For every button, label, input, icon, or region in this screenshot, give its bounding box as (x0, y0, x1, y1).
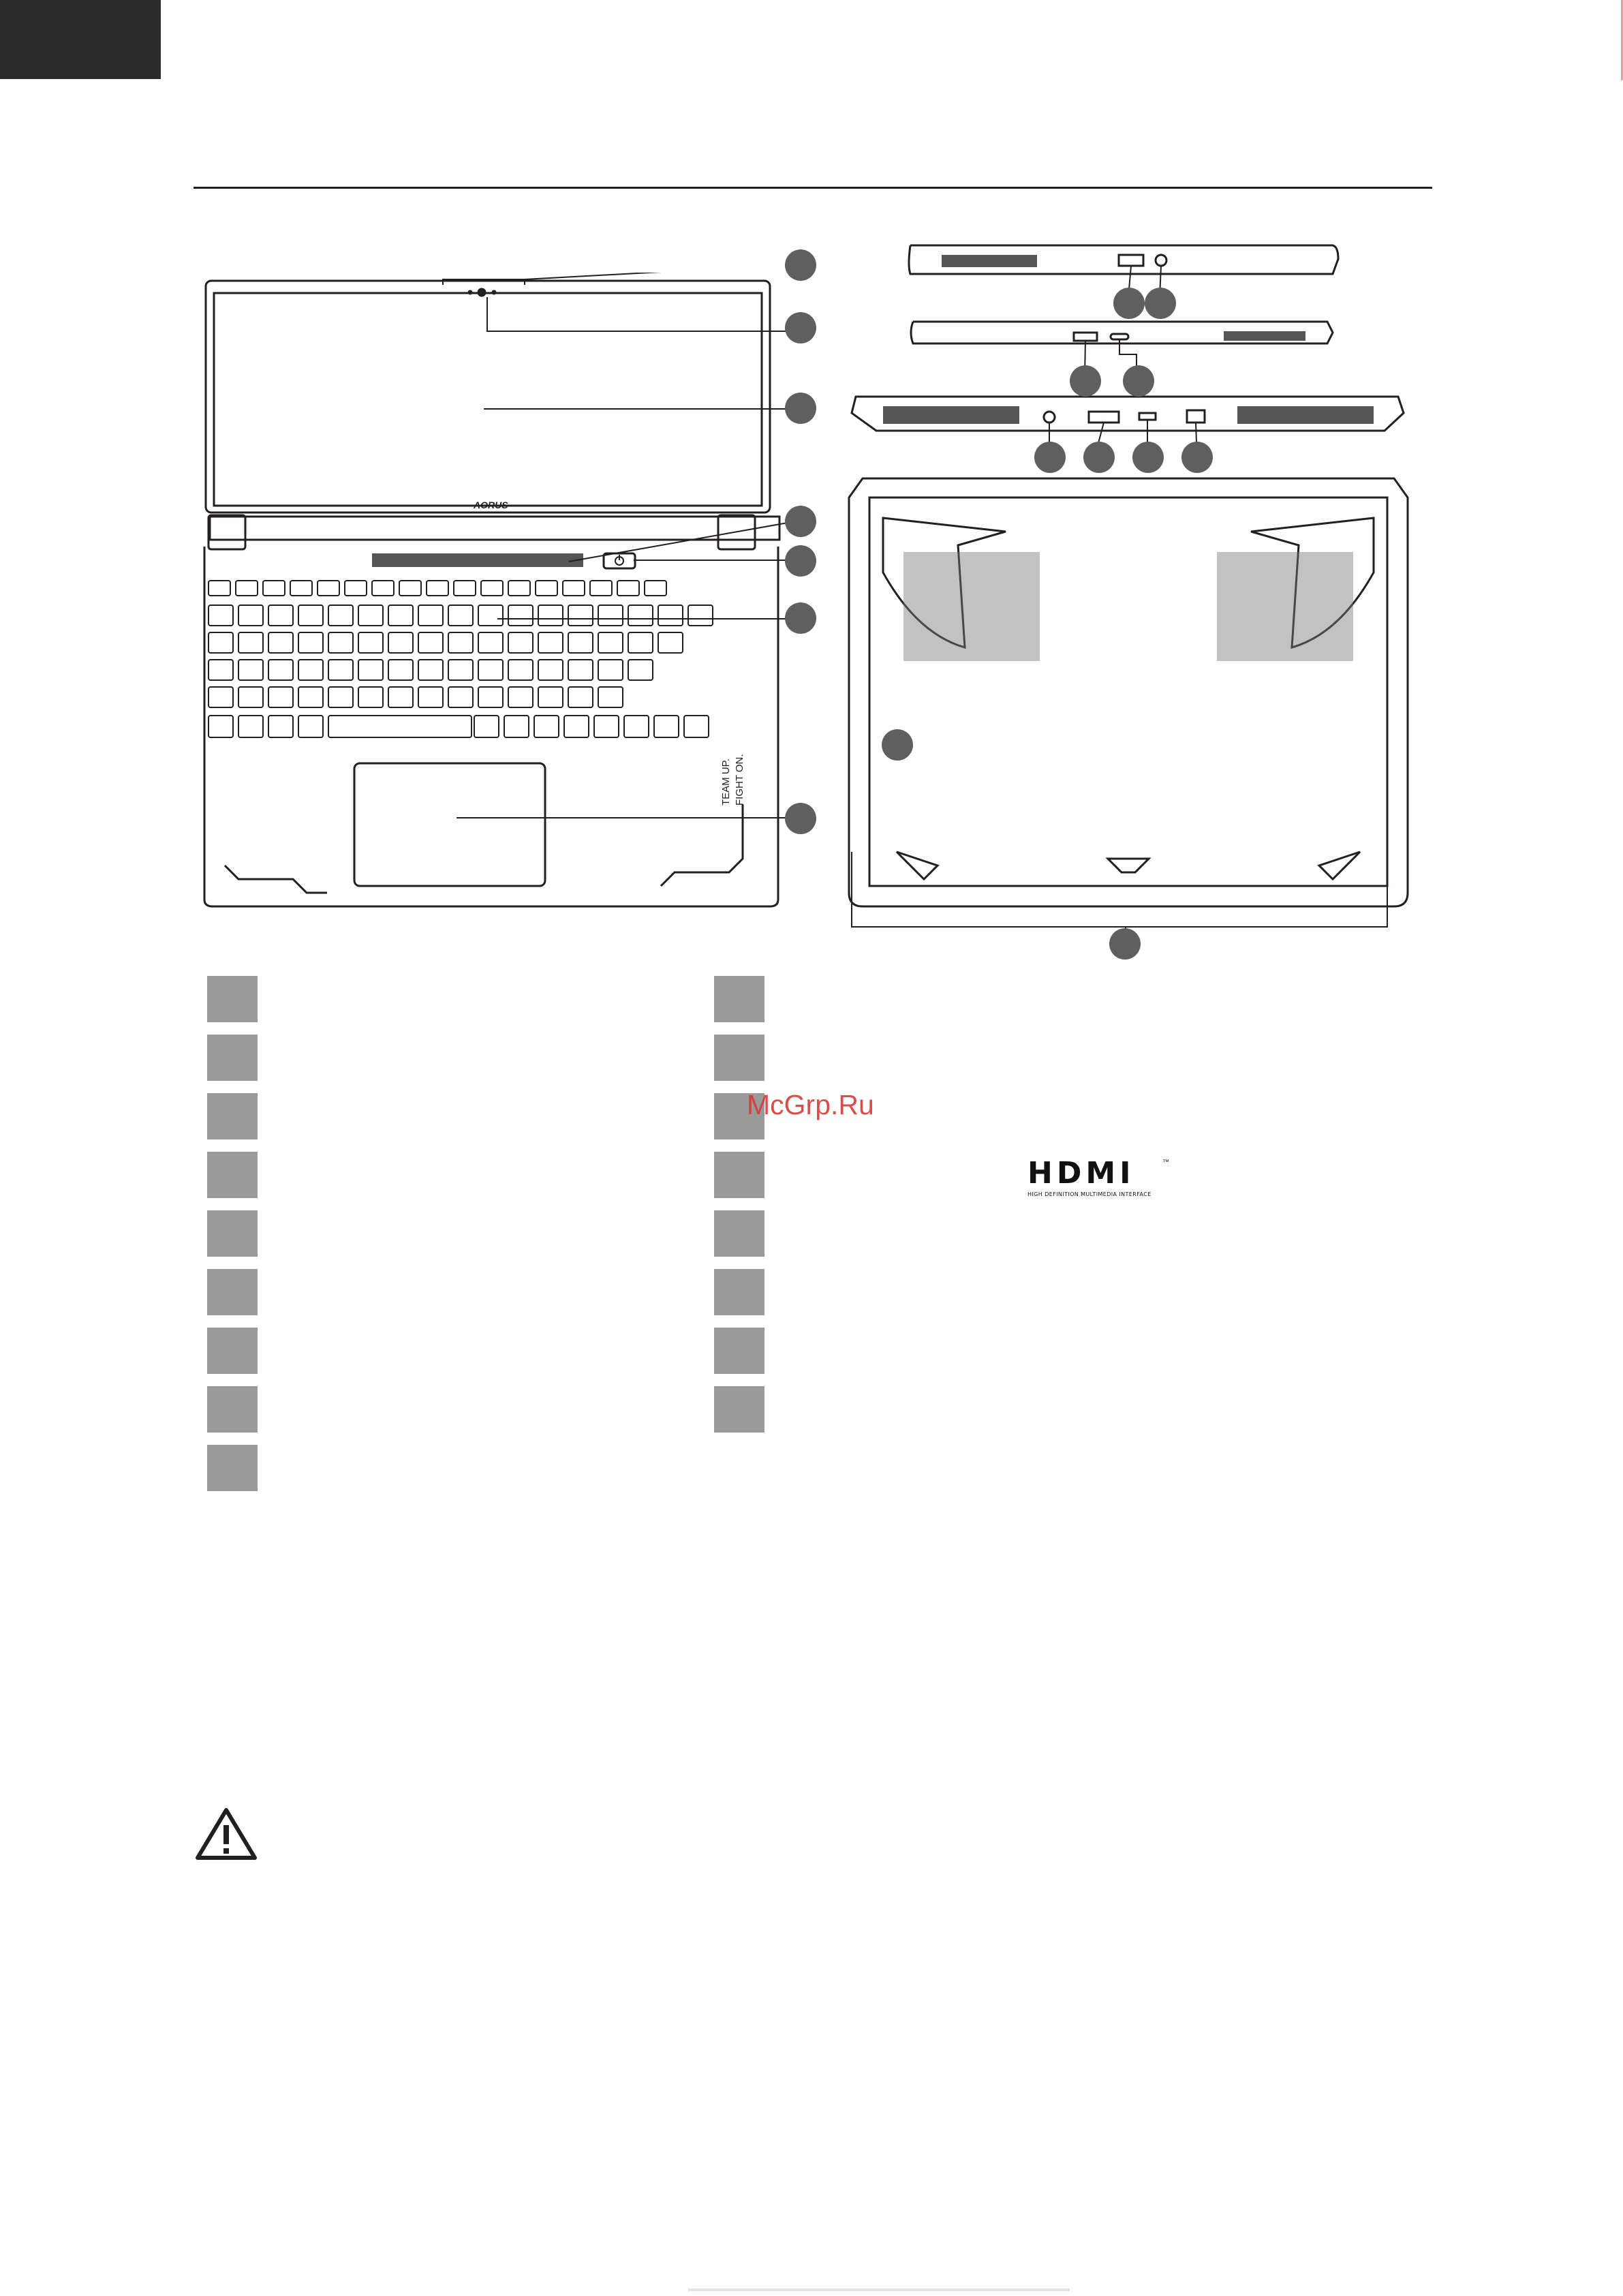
keyboard-key (684, 716, 709, 737)
keyboard-key (388, 687, 413, 707)
keyboard-key (328, 605, 353, 626)
keyboard-key (536, 581, 557, 596)
legend-right-1 (714, 976, 764, 1022)
keyboard-key (268, 660, 293, 680)
header-rule (194, 187, 1432, 189)
keyboard-key (538, 660, 563, 680)
callout-16 (882, 729, 913, 761)
keyboard-key (564, 716, 589, 737)
laptop-side-views (842, 239, 1415, 463)
callout-13 (1083, 442, 1115, 473)
keyboard-key (238, 660, 263, 680)
keyboard-key (624, 716, 649, 737)
keyboard-key (418, 632, 443, 653)
keyboard-key (504, 716, 529, 737)
legend-left-8 (207, 1386, 258, 1433)
legend-right-2 (714, 1035, 764, 1081)
callout-4 (785, 506, 816, 537)
callout-9 (1145, 288, 1176, 319)
keyboard-key (345, 581, 367, 596)
keyboard-key (654, 716, 679, 737)
brand-logo: AORUS (474, 500, 508, 510)
hdmi-trademark: ™ (1162, 1159, 1169, 1166)
keyboard-key (508, 687, 533, 707)
callout-15 (1181, 442, 1213, 473)
keyboard-key (298, 687, 323, 707)
keyboard-key (448, 660, 473, 680)
hdmi-tagline: HIGH DEFINITION MULTIMEDIA INTERFACE (1027, 1191, 1151, 1197)
keyboard-key (508, 581, 530, 596)
keyboard-key (658, 632, 683, 653)
keyboard-key (448, 687, 473, 707)
keyboard-key (238, 716, 263, 737)
laptop-bottom-view (842, 470, 1415, 934)
keyboard-key (688, 605, 713, 626)
keyboard-key (388, 660, 413, 680)
keyboard-key (238, 632, 263, 653)
keyboard-key (628, 632, 653, 653)
legend-right-7 (714, 1328, 764, 1374)
keyboard-key (568, 687, 593, 707)
callout-12 (1034, 442, 1066, 473)
keyboard-key (568, 605, 593, 626)
palmrest-text-2: FIGHT ON. (734, 754, 745, 806)
legend-left-7 (207, 1328, 258, 1374)
legend-right-5 (714, 1210, 764, 1257)
keyboard-key (538, 632, 563, 653)
keyboard-key (236, 581, 258, 596)
keyboard-key (617, 581, 639, 596)
keyboard-key (238, 687, 263, 707)
keyboard-key (208, 687, 233, 707)
keyboard-key (328, 716, 472, 737)
keyboard-key (358, 660, 383, 680)
keyboard-key (448, 605, 473, 626)
power-icon (615, 555, 623, 565)
callout-1 (785, 249, 816, 281)
keyboard-key (448, 632, 473, 653)
legend-left-4 (207, 1152, 258, 1198)
callout-17 (1109, 928, 1141, 960)
legend-left-3 (207, 1093, 258, 1139)
keyboard-key (263, 581, 285, 596)
keyboard-key (268, 716, 293, 737)
keyboard-key (318, 581, 339, 596)
warning-triangle-icon (195, 1806, 258, 1861)
keyboard-key (208, 605, 233, 626)
keyboard-key (418, 687, 443, 707)
keyboard-key (598, 687, 623, 707)
palmrest-text-1: TEAM UP. (720, 759, 732, 806)
chapter-tab (0, 0, 161, 79)
keyboard-key (372, 581, 394, 596)
keyboard-key (658, 605, 683, 626)
legend-left-2 (207, 1035, 258, 1081)
keyboard-key (358, 687, 383, 707)
keyboard-key (508, 605, 533, 626)
keyboard-key (454, 581, 476, 596)
keyboard-key (538, 605, 563, 626)
callout-10 (1070, 365, 1101, 397)
keyboard-key (508, 660, 533, 680)
keyboard-key (399, 581, 421, 596)
keyboard-key (208, 716, 233, 737)
keyboard-key (598, 660, 623, 680)
legend-left-6 (207, 1269, 258, 1315)
keyboard-key (290, 581, 312, 596)
keyboard-key (268, 605, 293, 626)
keyboard-key (598, 632, 623, 653)
callout-2 (785, 312, 816, 343)
keyboard-key (388, 632, 413, 653)
keyboard-key (298, 632, 323, 653)
keyboard-key (208, 581, 230, 596)
keyboard-key (358, 632, 383, 653)
keyboard-key (418, 605, 443, 626)
keyboard-key (628, 660, 653, 680)
keyboard-key (594, 716, 619, 737)
hdmi-wordmark: HDMI (1027, 1156, 1135, 1191)
callout-6 (785, 602, 816, 634)
legend-right-4 (714, 1152, 764, 1198)
legend-left-5 (207, 1210, 258, 1257)
callout-11 (1123, 365, 1154, 397)
keyboard-key (478, 660, 503, 680)
keyboard-key (268, 632, 293, 653)
laptop-top-view (198, 273, 797, 913)
callout-8 (1113, 288, 1145, 319)
keyboard-key (568, 660, 593, 680)
keyboard-key (328, 687, 353, 707)
legend-right-8 (714, 1386, 764, 1433)
watermark-text: McGrp.Ru (747, 1089, 874, 1120)
keyboard-key (358, 605, 383, 626)
keyboard-key (478, 687, 503, 707)
keyboard-key (478, 605, 503, 626)
keyboard-key (268, 687, 293, 707)
keyboard-key (328, 632, 353, 653)
keyboard-key (563, 581, 585, 596)
keyboard-key (598, 605, 623, 626)
keyboard-key (508, 632, 533, 653)
keyboard-key (628, 605, 653, 626)
keyboard-key (590, 581, 612, 596)
keyboard-key (568, 632, 593, 653)
keyboard-key (298, 605, 323, 626)
keyboard-key (328, 660, 353, 680)
keyboard-key (388, 605, 413, 626)
keyboard-key (298, 716, 323, 737)
keyboard-key (645, 581, 666, 596)
callout-3 (785, 393, 816, 424)
keyboard-key (418, 660, 443, 680)
keyboard-key (238, 605, 263, 626)
keyboard-key (478, 632, 503, 653)
keyboard-key (298, 660, 323, 680)
keyboard-key (538, 687, 563, 707)
callout-7 (785, 803, 816, 834)
keyboard-key (427, 581, 448, 596)
keyboard-key (534, 716, 559, 737)
callout-14 (1132, 442, 1164, 473)
callout-5 (785, 545, 816, 577)
hdmi-logo (1027, 1156, 1171, 1199)
keyboard-key (208, 632, 233, 653)
legend-left-1 (207, 976, 258, 1022)
legend-left-9 (207, 1445, 258, 1491)
legend-right-6 (714, 1269, 764, 1315)
keyboard-key (481, 581, 503, 596)
keyboard-key (474, 716, 499, 737)
footer-text-strip (688, 2289, 1070, 2291)
keyboard-key (208, 660, 233, 680)
